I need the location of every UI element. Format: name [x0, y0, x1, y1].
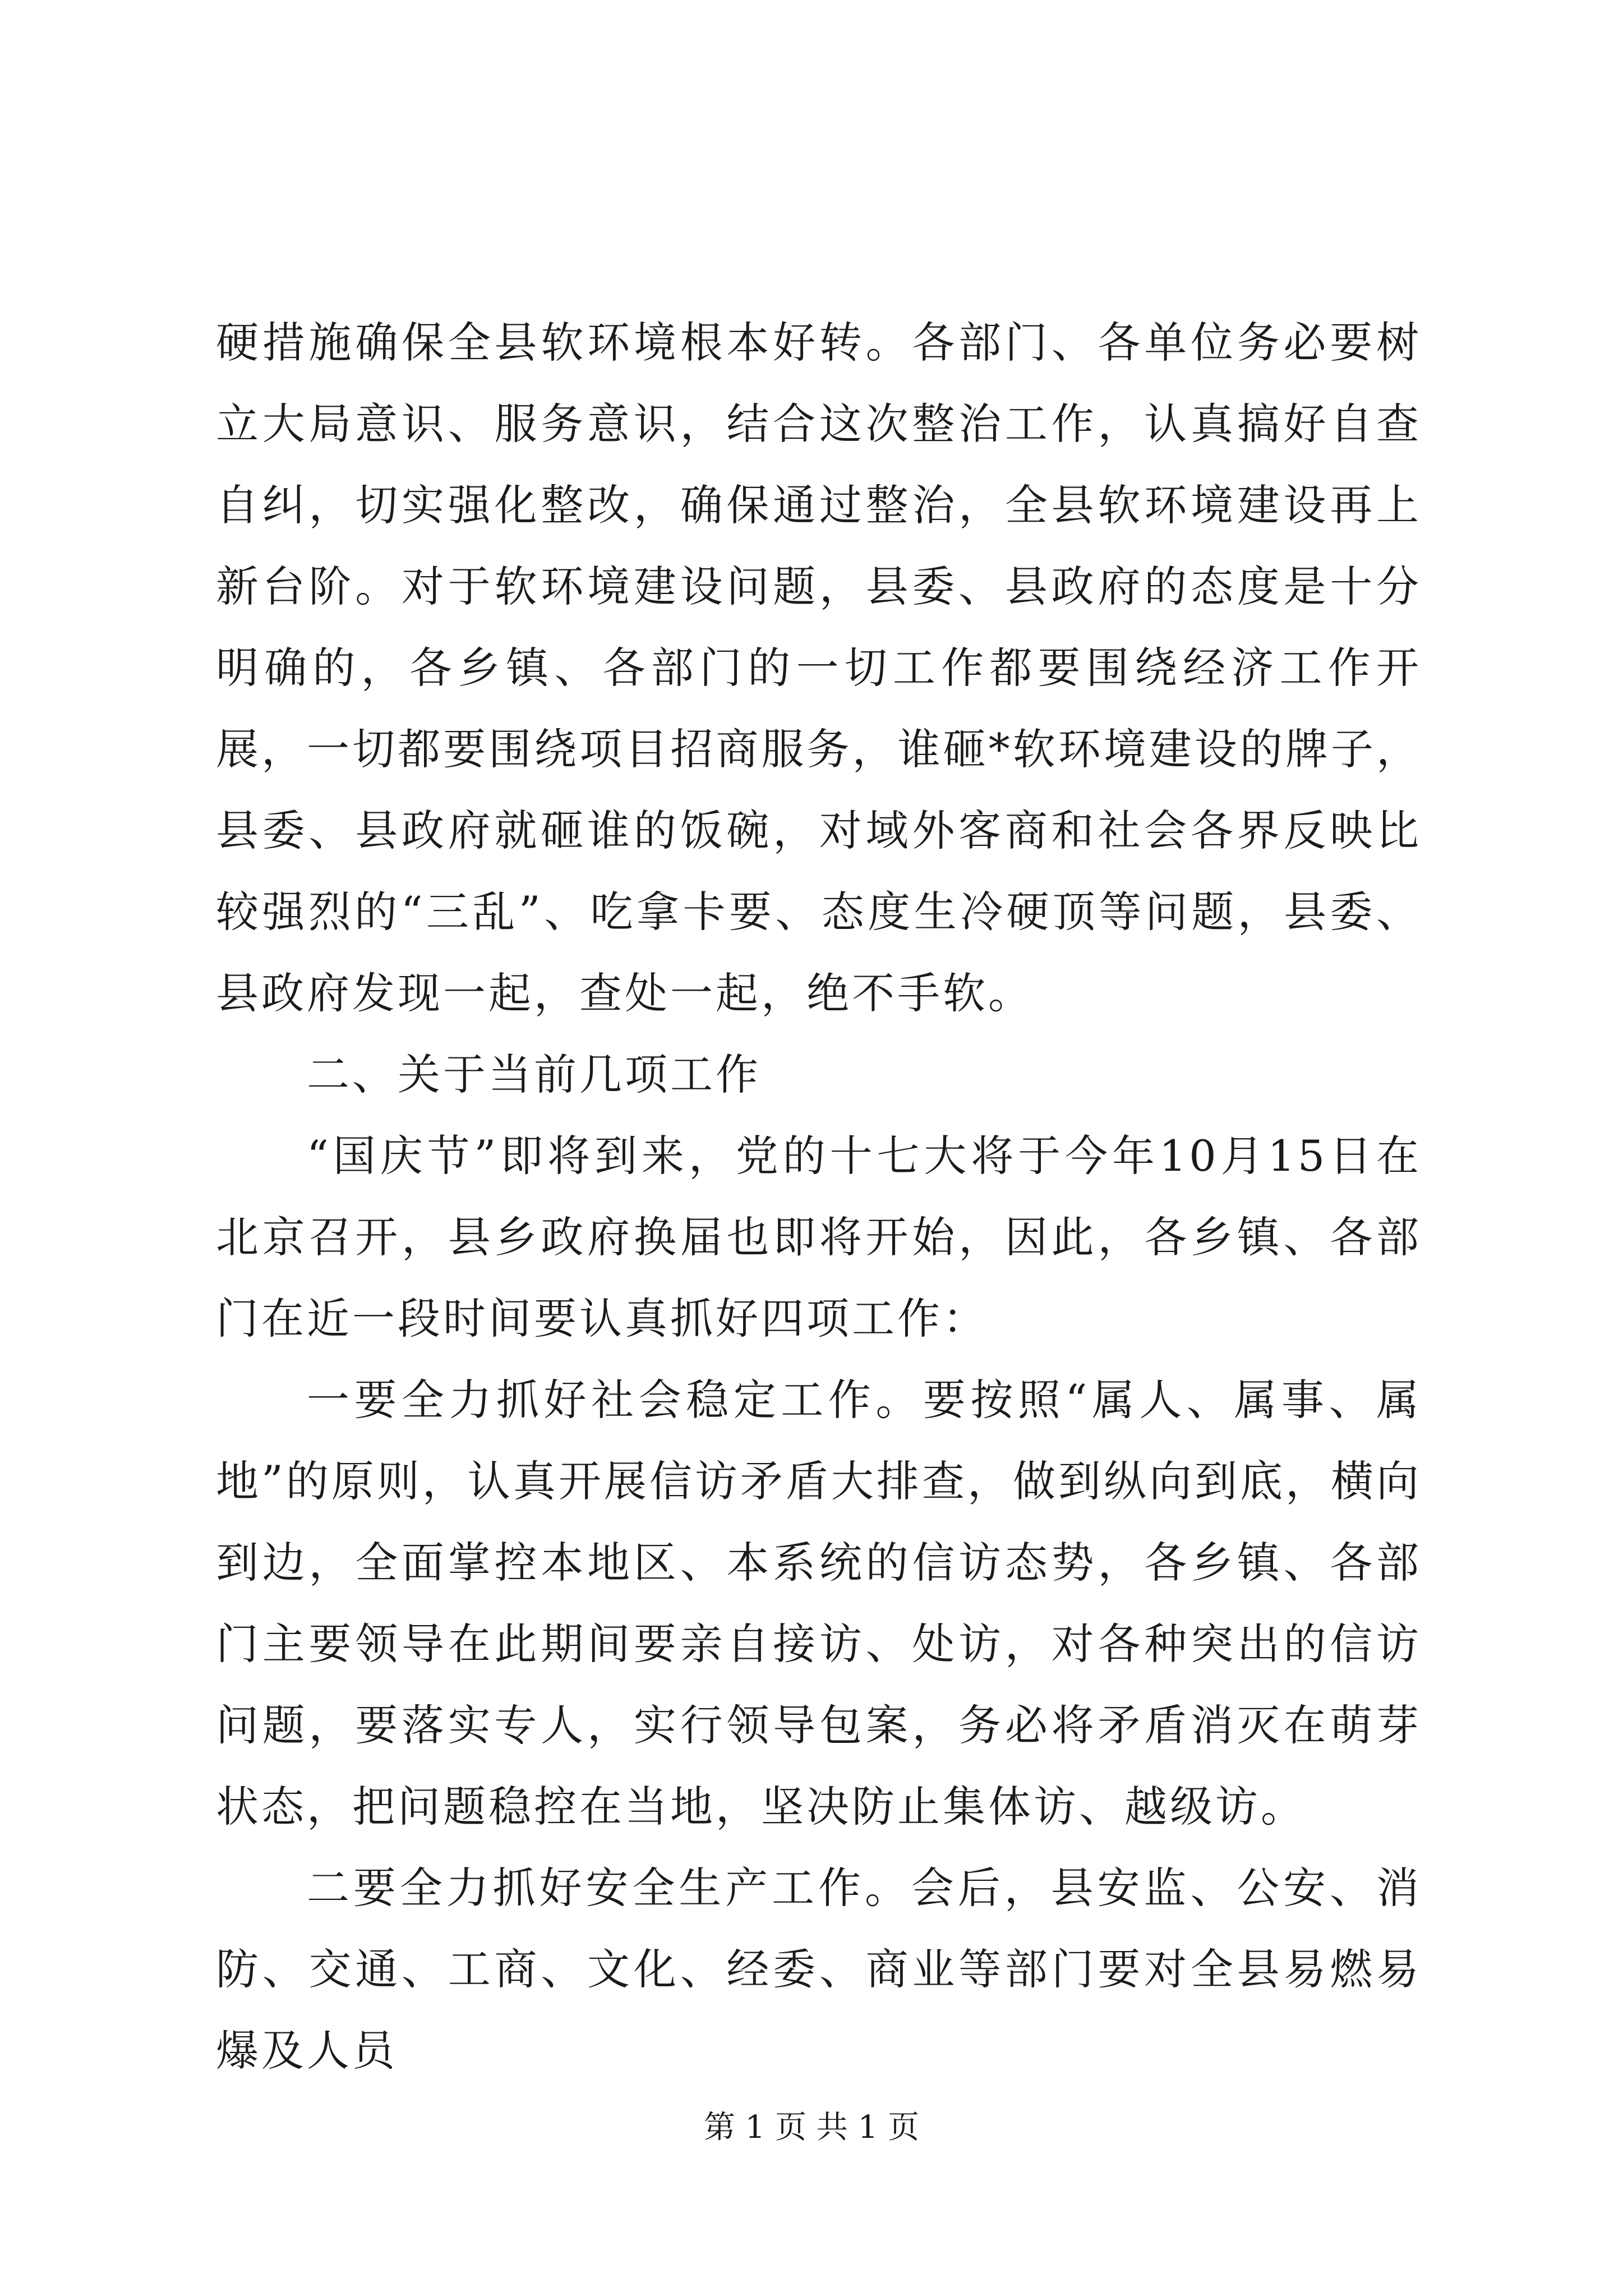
section-heading: 二、关于当前几项工作 — [307, 1050, 761, 1099]
page-footer: 第 1 页 共 1 页 — [703, 2109, 920, 2146]
paragraph-item-two: 二要全力抓好安全生产工作。会后，县安监、公安、消防、交通、工商、文化、经委、商业等部门要对全县易燃易爆及人员 — [216, 1863, 1422, 2076]
paragraph-intro: “国庆节”即将到来，党的十七大将于今年10月15日在北京召开，县乡政府换届也即将开始，因此，各乡镇、各部门在近一段时间要认真抓好四项工作： — [216, 1131, 1422, 1343]
document-body — [216, 302, 1422, 2091]
paragraph-continuation: 硬措施确保全县软环境根本好转。各部门、各单位务必要树立大局意识、服务意识，结合这次整治工作，认真搞好自查自纠，切实强化整改，确保通过整治，全县软环境建设再上新台阶。对于软环境建设问题，县委、县政府的态度是十分明确的，各乡镇、各部门的一切工作都要围绕经济工作开展，一切都要围绕项目招商服务，谁砸*软环境建设的牌子，县委、县政府就砸谁的饭碗，对域外客商和社会各界反映比较强烈的“三乱”、吃拿卡要、态度生冷硬顶等问题，县委、县政府发现一起，查处一起，绝不手软。 — [216, 318, 1422, 1018]
paragraph-item-one: 一要全力抓好社会稳定工作。要按照“属人、属事、属地”的原则，认真开展信访矛盾大排查，做到纵向到底，横向到边，全面掌控本地区、本系统的信访态势，各乡镇、各部门主要领导在此期间要亲自接访、处访，对各种突出的信访问题，要落实专人，实行领导包案，务必将矛盾消灭在萌芽状态，把问题稳控在当地，坚决防止集体访、越级访。 — [216, 1375, 1422, 1832]
